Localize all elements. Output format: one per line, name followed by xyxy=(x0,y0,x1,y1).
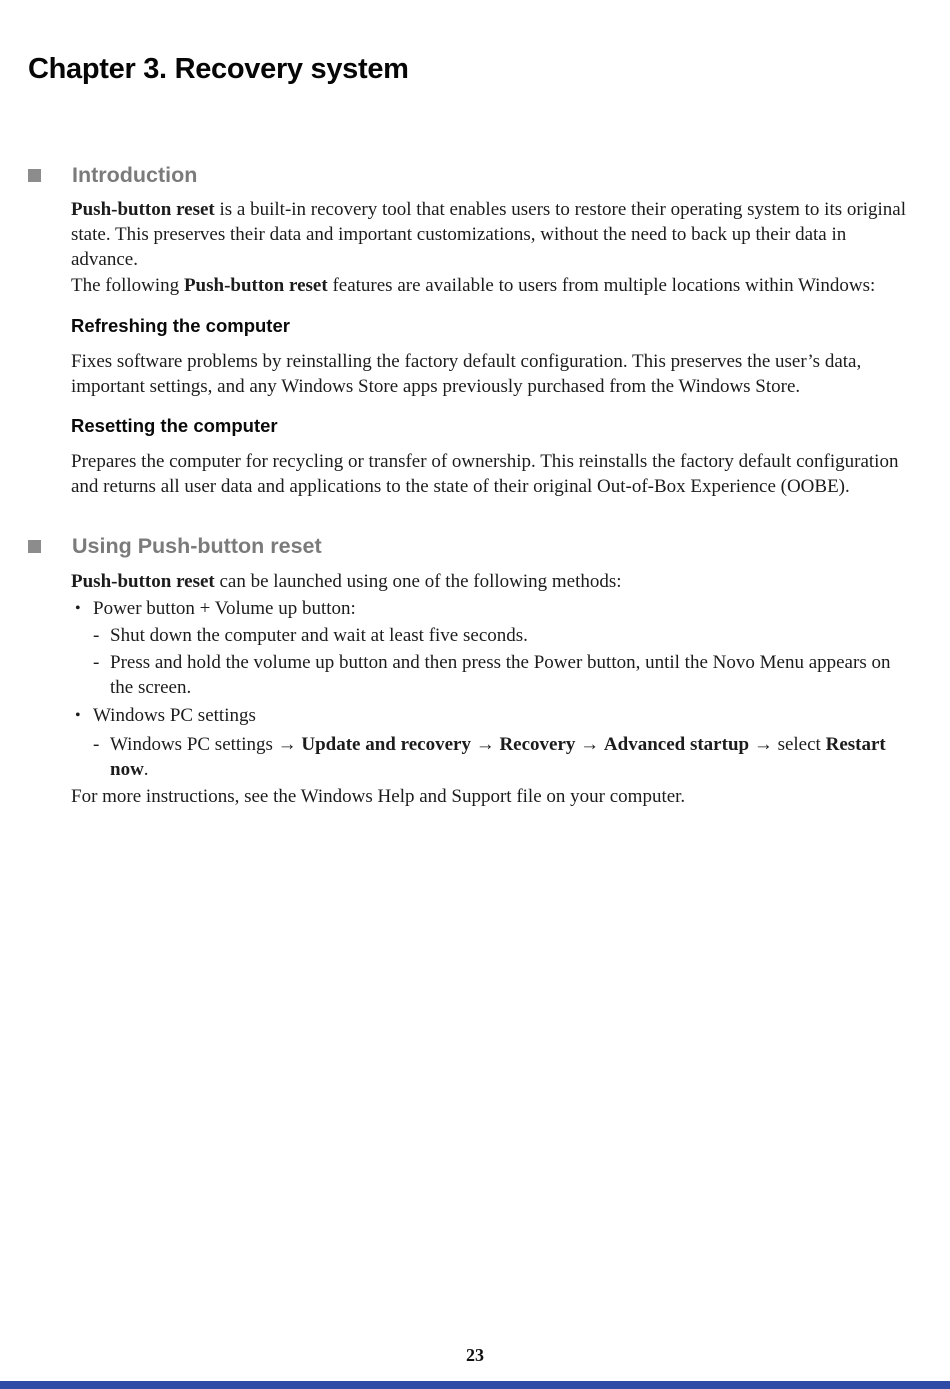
paragraph-refreshing: Fixes software problems by reinstalling the factory default configuration. This preserves the user’s data, important settings, and any Windows Store apps previously purchased from the Windows Store. xyxy=(71,351,862,397)
dash-icon: - xyxy=(93,625,100,646)
subheading-resetting: Resetting the computer xyxy=(71,415,278,436)
section-marker-icon xyxy=(28,169,41,182)
list-item-settings-path xyxy=(93,732,906,782)
section-heading-text: Using Push-button reset xyxy=(72,534,322,558)
list-item-label: Windows PC settings xyxy=(93,705,256,726)
paragraph-using-intro: Push-button reset can be launched using one of the following methods: xyxy=(71,571,622,592)
dash-icon: - xyxy=(93,652,100,673)
list-item-power-volume xyxy=(75,596,906,621)
list-item-windows-pc-settings xyxy=(75,703,906,728)
list-item-label: Power button + Volume up button: xyxy=(93,598,356,619)
chapter-title: Chapter 3. Recovery system xyxy=(28,53,409,85)
bullet-icon: • xyxy=(75,707,81,724)
list-item-shutdown xyxy=(93,623,906,648)
section-heading-introduction xyxy=(28,163,950,187)
dash-icon: - xyxy=(93,734,100,755)
paragraph-intro-2: The following Push-button reset features are available to users from multiple locations within Windows: xyxy=(71,275,876,296)
paragraph-resetting: Prepares the computer for recycling or transfer of ownership. This reinstalls the factory default configuration and returns all user data and applications to the state of their original Out-of-Box Experience (OOBE). xyxy=(71,451,899,497)
paragraph-intro-1: Push-button reset is a built-in recovery tool that enables users to restore their operating system to its original state. This preserves their data and important customizations, without the need to back up their data in advance. xyxy=(71,199,906,270)
subheading-refreshing: Refreshing the computer xyxy=(71,315,290,336)
section-heading-using-push-button-reset xyxy=(28,534,950,558)
paragraph-more-instructions: For more instructions, see the Windows Help and Support file on your computer. xyxy=(71,786,686,807)
section-heading-text: Introduction xyxy=(72,163,198,187)
list-item-text: Press and hold the volume up button and then press the Power button, until the Novo Menu appears on the screen. xyxy=(110,652,891,698)
bullet-icon: • xyxy=(75,600,81,617)
list-item-press-hold xyxy=(93,650,906,700)
list-item-text: Windows PC settings → Update and recovery → Recovery → Advanced startup → select Restart now. xyxy=(110,734,886,780)
page-number: 23 xyxy=(466,1345,484,1365)
section-marker-icon xyxy=(28,540,41,553)
footer-accent-bar xyxy=(0,1381,950,1389)
list-item-text: Shut down the computer and wait at least five seconds. xyxy=(110,625,528,646)
